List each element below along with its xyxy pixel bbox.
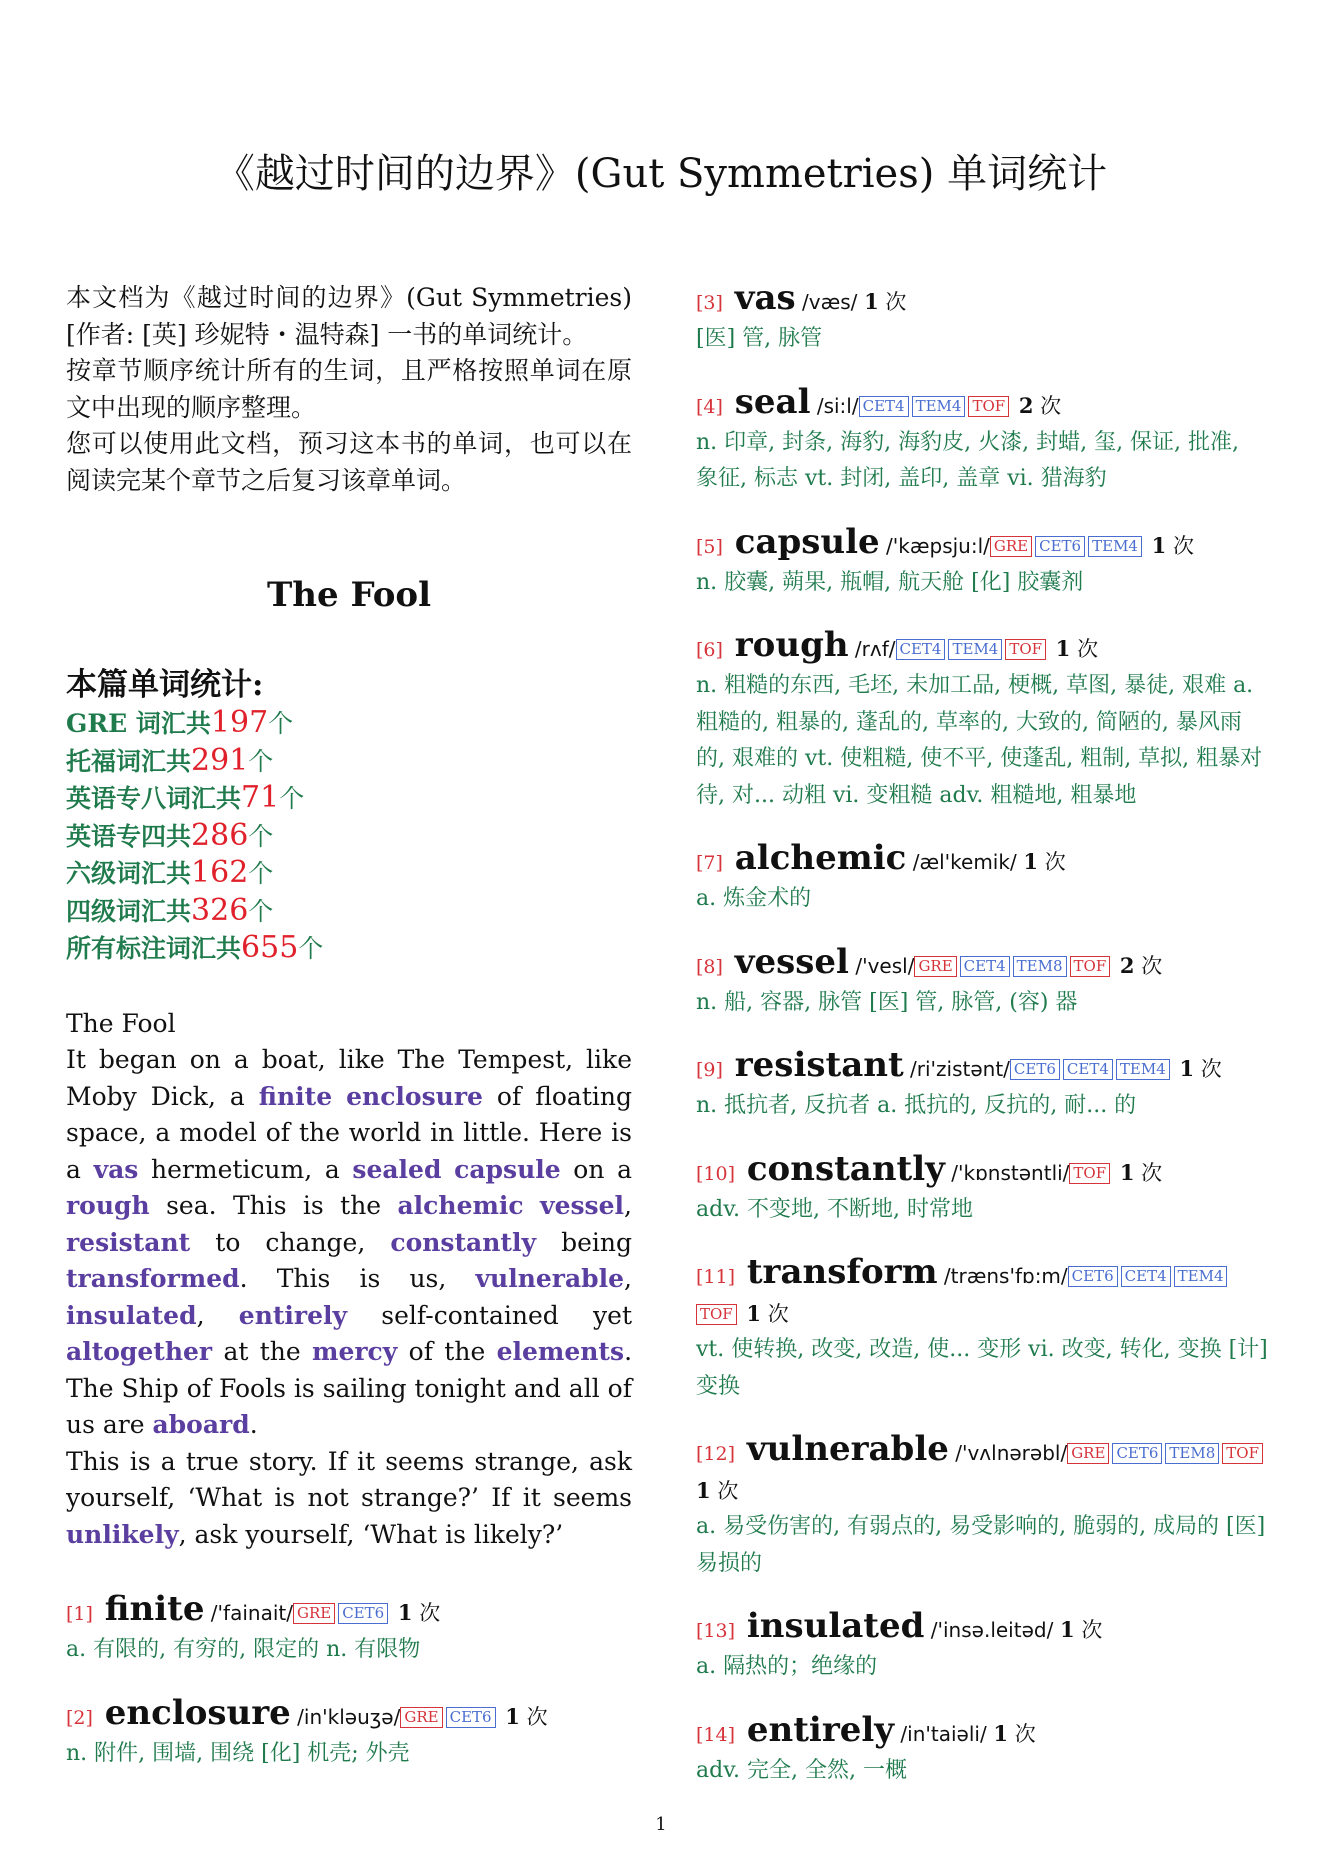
highlighted-word: enclosure xyxy=(346,1081,483,1111)
entry-index: [3] xyxy=(696,292,723,314)
tag-tof: TOF xyxy=(1222,1443,1263,1464)
entry-pronunciation: /rʌf/ xyxy=(848,637,896,661)
entry-head xyxy=(66,1692,632,1736)
entry-head xyxy=(696,381,1268,425)
entry-count-number: 1 xyxy=(1119,1159,1135,1185)
highlighted-word: finite xyxy=(258,1081,333,1111)
highlighted-word: vessel xyxy=(540,1191,625,1220)
stat-label: GRE 词汇共 xyxy=(66,709,211,738)
word-entry xyxy=(696,381,1268,498)
highlighted-word: alchemic xyxy=(397,1191,524,1220)
entry-count-number: 1 xyxy=(1179,1056,1195,1081)
stat-label: 四级词汇共 xyxy=(66,896,192,926)
entry-index: [13] xyxy=(696,1620,736,1642)
stat-line xyxy=(66,818,632,856)
entry-head xyxy=(696,1254,1268,1332)
stat-unit: 个 xyxy=(248,859,274,888)
entry-head xyxy=(696,840,1268,881)
entry-count-number: 1 xyxy=(864,289,879,314)
entry-pronunciation: /si:l/ xyxy=(810,393,859,418)
entry-definition: [医] 管, 脉管 xyxy=(696,326,823,351)
entry-count-unit: 次 xyxy=(1044,850,1066,874)
entry-definition: n. 印章, 封条, 海豹, 海豹皮, 火漆, 封蜡, 玺, 保证, 批准, 象征, 标志 vt. 封闭, 盖印, 盖章 vi. 猎海豹 xyxy=(696,429,1240,491)
entry-word: transform xyxy=(735,1252,938,1292)
word-entry xyxy=(696,1431,1268,1582)
entry-head xyxy=(696,627,1268,668)
highlighted-word: entirely xyxy=(238,1300,348,1330)
entry-word: rough xyxy=(722,625,849,665)
stat-count: 286 xyxy=(191,817,249,853)
stat-line xyxy=(66,705,632,743)
entry-word: seal xyxy=(722,381,811,422)
stat-count: 655 xyxy=(241,930,299,965)
entry-word: vessel xyxy=(722,941,849,982)
left-column xyxy=(66,280,632,1798)
entry-count-unit: 次 xyxy=(1141,1160,1163,1185)
highlighted-word: constantly xyxy=(390,1227,537,1257)
stat-count: 291 xyxy=(191,742,249,778)
tag-cet6: CET6 xyxy=(1010,1059,1060,1080)
highlighted-word: sealed xyxy=(352,1154,442,1184)
entry-count-unit: 次 xyxy=(1081,1618,1103,1642)
tag-cet4: CET4 xyxy=(859,396,909,417)
entry-count-number: 2 xyxy=(1119,952,1135,978)
entry-word: enclosure xyxy=(92,1692,291,1733)
entry-word: vas xyxy=(722,278,796,318)
entry-definition: n. 附件, 围墙, 围绕 [化] 机壳; 外壳 xyxy=(66,1740,410,1766)
tag-gre: GRE xyxy=(914,956,956,977)
entry-head xyxy=(696,521,1268,565)
stat-line xyxy=(66,855,632,893)
intro-text xyxy=(66,280,632,499)
entry-count-unit: 次 xyxy=(885,290,907,314)
stat-label: 英语专八词汇共 xyxy=(66,784,242,813)
entry-count-unit: 次 xyxy=(1077,637,1099,661)
passage-paragraph: It began on a boat, like The Tempest, like Moby Dick, a finite enclosure of floating space, a model of the world in little. Here is a vas hermeticum, a sealed capsule on a rough sea. This is the alchemic vessel, resistant to change, constantly being transformed. This is us, vulnerable, insulated, entirely self-contained yet altogether at the mercy of the elements. The Ship of Fools is sailing tonight and all of us are aboard. xyxy=(66,1045,633,1439)
entry-count-unit: 次 xyxy=(767,1302,789,1326)
entry-definition: a. 有限的, 有穷的, 限定的 n. 有限物 xyxy=(66,1637,421,1662)
word-entry xyxy=(696,1047,1268,1125)
word-entry xyxy=(66,1591,632,1669)
word-entry xyxy=(696,521,1268,602)
tag-cet4: CET4 xyxy=(1121,1266,1171,1287)
word-entry xyxy=(696,280,1268,358)
tag-tem8: TEM8 xyxy=(1165,1443,1219,1464)
tag-tof: TOF xyxy=(1005,639,1046,660)
entry-definition: n. 胶囊, 蒴果, 瓶帽, 航天舱 [化] 胶囊剂 xyxy=(696,569,1084,595)
entry-count xyxy=(1017,850,1066,874)
tag-tof: TOF xyxy=(1069,1163,1110,1184)
entry-word: alchemic xyxy=(722,838,907,878)
entry-definition: n. 抵抗者, 反抗者 a. 抵抗的, 反抗的, 耐... 的 xyxy=(696,1093,1137,1118)
tag-tem8: TEM8 xyxy=(1013,956,1067,977)
entry-pronunciation: /'vesl/ xyxy=(848,953,915,978)
entry-index: [11] xyxy=(696,1266,736,1288)
entry-count-unit: 次 xyxy=(1141,953,1163,978)
highlighted-word: elements xyxy=(496,1337,625,1366)
entry-head xyxy=(696,280,1268,321)
tag-tem4: TEM4 xyxy=(1116,1059,1170,1080)
entry-index: [5] xyxy=(696,535,723,558)
word-list-left xyxy=(66,1591,632,1772)
highlighted-word: vulnerable xyxy=(475,1264,625,1293)
highlighted-word: transformed xyxy=(66,1264,240,1293)
entry-count-number: 1 xyxy=(1151,532,1167,558)
entry-index: [8] xyxy=(696,955,723,978)
word-entry xyxy=(696,1608,1268,1686)
entry-definition: n. 船, 容器, 脉管 [医] 管, 脉管, (容) 器 xyxy=(696,989,1078,1015)
entry-count-number: 2 xyxy=(1018,392,1034,418)
entry-index: [2] xyxy=(66,1706,93,1729)
tag-cet6: CET6 xyxy=(338,1603,388,1624)
highlighted-word: altogether xyxy=(66,1337,213,1366)
passage xyxy=(66,1006,632,1554)
tag-gre: GRE xyxy=(990,536,1032,557)
stat-line xyxy=(66,743,632,781)
entry-count-number: 1 xyxy=(993,1720,1008,1746)
word-entry xyxy=(696,1148,1268,1229)
tag-tof: TOF xyxy=(968,396,1009,417)
passage-heading: The Fool xyxy=(66,1008,176,1038)
tag-gre: GRE xyxy=(293,1603,335,1624)
entry-word: vulnerable xyxy=(735,1429,949,1469)
entry-word: capsule xyxy=(722,521,880,562)
highlighted-word: vas xyxy=(93,1154,139,1184)
entry-count xyxy=(987,1722,1036,1746)
entry-count xyxy=(740,1302,789,1326)
entry-count-number: 1 xyxy=(505,1703,520,1729)
entry-word: constantly xyxy=(735,1148,945,1189)
entry-pronunciation: /'vʌlnərəbl/ xyxy=(948,1441,1068,1465)
entry-count-unit: 次 xyxy=(717,1479,739,1503)
tag-cet6: CET6 xyxy=(1112,1443,1162,1464)
word-entry xyxy=(696,840,1268,918)
entry-count xyxy=(499,1705,548,1729)
entry-count xyxy=(1145,534,1194,558)
entry-head xyxy=(696,1047,1268,1088)
entry-head xyxy=(66,1591,632,1632)
entry-count-unit: 次 xyxy=(526,1704,548,1729)
entry-count-number: 1 xyxy=(1055,636,1071,661)
stat-count: 326 xyxy=(191,892,249,928)
tag-cet4: CET4 xyxy=(960,956,1010,977)
tag-cet6: CET6 xyxy=(446,1707,496,1728)
tag-gre: GRE xyxy=(400,1707,442,1728)
entry-count-number: 1 xyxy=(696,1478,711,1503)
stat-unit: 个 xyxy=(248,821,274,851)
entry-count-number: 1 xyxy=(1060,1617,1075,1642)
tag-tem4: TEM4 xyxy=(948,639,1002,660)
stat-line xyxy=(66,780,632,818)
document-title: 《越过时间的边界》(Gut Symmetries) 单词统计 xyxy=(214,151,1108,197)
stats-list xyxy=(66,705,632,968)
entry-index: [7] xyxy=(696,852,723,874)
word-entry xyxy=(696,1709,1268,1790)
intro-paragraph: 按章节顺序统计所有的生词，且严格按照单词在原文中出现的顺序整理。 xyxy=(66,356,632,422)
entry-index: [1] xyxy=(66,1603,93,1625)
entry-definition: a. 隔热的；绝缘的 xyxy=(696,1654,878,1679)
entry-count xyxy=(1049,637,1098,661)
stat-unit: 个 xyxy=(248,896,274,926)
entry-count xyxy=(857,290,906,314)
entry-index: [10] xyxy=(696,1162,736,1185)
entry-count-unit: 次 xyxy=(1040,393,1062,418)
tag-cet4: CET4 xyxy=(896,639,946,660)
stat-label: 托福词汇共 xyxy=(66,746,192,776)
intro-paragraph: 本文档为《越过时间的边界》(Gut Symmetries)[作者: [英] 珍妮特・温特森] 一书的单词统计。 xyxy=(66,283,632,349)
entry-definition: adv. 不变地, 不断地, 时常地 xyxy=(696,1196,973,1222)
word-entry xyxy=(66,1692,632,1773)
entry-head xyxy=(696,1608,1268,1649)
entry-word: entirely xyxy=(735,1709,895,1750)
highlighted-word: insulated xyxy=(66,1300,197,1330)
entry-count-number: 1 xyxy=(746,1301,762,1326)
entry-pronunciation: /'fainait/ xyxy=(204,1601,293,1625)
entry-count xyxy=(1173,1057,1222,1081)
tag-tof: TOF xyxy=(1070,956,1111,977)
passage-body xyxy=(66,1042,632,1553)
entry-index: [12] xyxy=(696,1443,736,1465)
word-entry xyxy=(696,627,1268,814)
highlighted-word: mercy xyxy=(312,1337,398,1366)
entry-count-unit: 次 xyxy=(1014,1721,1036,1746)
entry-pronunciation: /in'kləuʒə/ xyxy=(290,1704,401,1729)
entry-index: [4] xyxy=(696,395,723,418)
entry-definition: n. 粗糙的东西, 毛坯, 未加工品, 梗概, 草图, 暴徒, 艰难 a. 粗糙的, 粗暴的, 蓬乱的, 草率的, 大致的, 简陋的, 暴风雨的, 艰难的 vt. 使粗糙, 使不平, 使蓬乱, 粗制, 草拟, 粗暴对待, 对... 动粗 vi. 变粗糙 adv. 粗糙地, 粗暴地 xyxy=(696,673,1263,808)
entry-index: [9] xyxy=(696,1059,723,1081)
entry-count xyxy=(1113,1161,1162,1185)
section-title: The Fool xyxy=(266,575,432,615)
stat-label: 六级词汇共 xyxy=(66,859,192,888)
entry-count xyxy=(696,1479,738,1503)
stat-unit: 个 xyxy=(248,746,274,776)
entry-pronunciation: /ri'zistənt/ xyxy=(903,1057,1010,1081)
entry-head xyxy=(696,1431,1268,1509)
entry-count xyxy=(1113,954,1162,978)
stat-line xyxy=(66,893,632,931)
entry-index: [14] xyxy=(696,1723,736,1746)
tag-cet4: CET4 xyxy=(1063,1059,1113,1080)
entry-definition: vt. 使转换, 改变, 改造, 使... 变形 vi. 改变, 转化, 变换 [计] 变换 xyxy=(696,1337,1268,1399)
tag-tem4: TEM4 xyxy=(1174,1266,1228,1287)
entry-head xyxy=(696,941,1268,985)
entry-head xyxy=(696,1709,1268,1753)
stat-label: 英语专四共 xyxy=(66,821,192,851)
stat-unit: 个 xyxy=(279,784,305,813)
entry-pronunciation: /'insə.leitəd/ xyxy=(924,1618,1054,1642)
stat-count: 71 xyxy=(241,780,280,815)
stat-label: 所有标注词汇共 xyxy=(66,934,242,963)
stat-unit: 个 xyxy=(268,709,294,738)
right-column xyxy=(696,280,1268,1815)
entry-count-number: 1 xyxy=(1023,849,1038,874)
entry-count xyxy=(1053,1618,1102,1642)
stat-count: 162 xyxy=(191,855,249,890)
stat-unit: 个 xyxy=(298,934,324,963)
tag-tem4: TEM4 xyxy=(1088,536,1142,557)
entry-pronunciation: /'kɒnstəntli/ xyxy=(944,1160,1070,1185)
entry-definition: a. 易受伤害的, 有弱点的, 易受影响的, 脆弱的, 成局的 [医] 易损的 xyxy=(696,1514,1266,1576)
stats-title: 本篇单词统计: xyxy=(66,667,264,703)
tag-cet6: CET6 xyxy=(1068,1266,1118,1287)
entry-count-unit: 次 xyxy=(1200,1057,1222,1081)
entry-count-unit: 次 xyxy=(1172,533,1194,558)
entry-count-number: 1 xyxy=(397,1600,413,1625)
entry-word: finite xyxy=(92,1589,205,1629)
tag-tof: TOF xyxy=(696,1304,737,1325)
entry-word: insulated xyxy=(735,1606,925,1646)
page-number: 1 xyxy=(655,1814,667,1835)
entry-word: resistant xyxy=(722,1045,904,1085)
stat-count: 197 xyxy=(210,705,269,740)
entry-pronunciation: /'kæpsju:l/ xyxy=(879,533,990,558)
word-list-right xyxy=(696,280,1268,1789)
tag-gre: GRE xyxy=(1067,1443,1109,1464)
entry-count xyxy=(1012,394,1061,418)
entry-definition: a. 炼金术的 xyxy=(696,886,812,911)
stat-line xyxy=(66,930,632,968)
word-entry xyxy=(696,941,1268,1022)
entry-definition: adv. 完全, 全然, 一概 xyxy=(696,1757,907,1783)
highlighted-word: rough xyxy=(66,1191,150,1220)
entry-pronunciation: /in'taiəli/ xyxy=(894,1721,987,1746)
highlighted-word: aboard xyxy=(152,1410,250,1439)
tag-cet6: CET6 xyxy=(1035,536,1085,557)
entry-head xyxy=(696,1148,1268,1192)
highlighted-word: capsule xyxy=(454,1154,561,1184)
tag-tem4: TEM4 xyxy=(912,396,966,417)
intro-paragraph: 您可以使用此文档，预习这本书的单词，也可以在阅读完某个章节之后复习该章单词。 xyxy=(66,429,632,495)
entry-index: [6] xyxy=(696,639,723,661)
entry-count xyxy=(391,1601,440,1625)
word-entry xyxy=(696,1254,1268,1405)
highlighted-word: unlikely xyxy=(66,1519,179,1549)
entry-pronunciation: /træns'fɒ:m/ xyxy=(937,1264,1068,1288)
passage-paragraph: This is a true story. If it seems strange, ask yourself, ‘What is not strange?’ If it seems unlikely, ask yourself, ‘What is likely?’ xyxy=(66,1446,632,1549)
entry-pronunciation: /æl'kemik/ xyxy=(906,850,1017,874)
entry-count-unit: 次 xyxy=(419,1601,441,1625)
entry-pronunciation: /væs/ xyxy=(795,290,858,314)
highlighted-word: resistant xyxy=(66,1227,191,1257)
